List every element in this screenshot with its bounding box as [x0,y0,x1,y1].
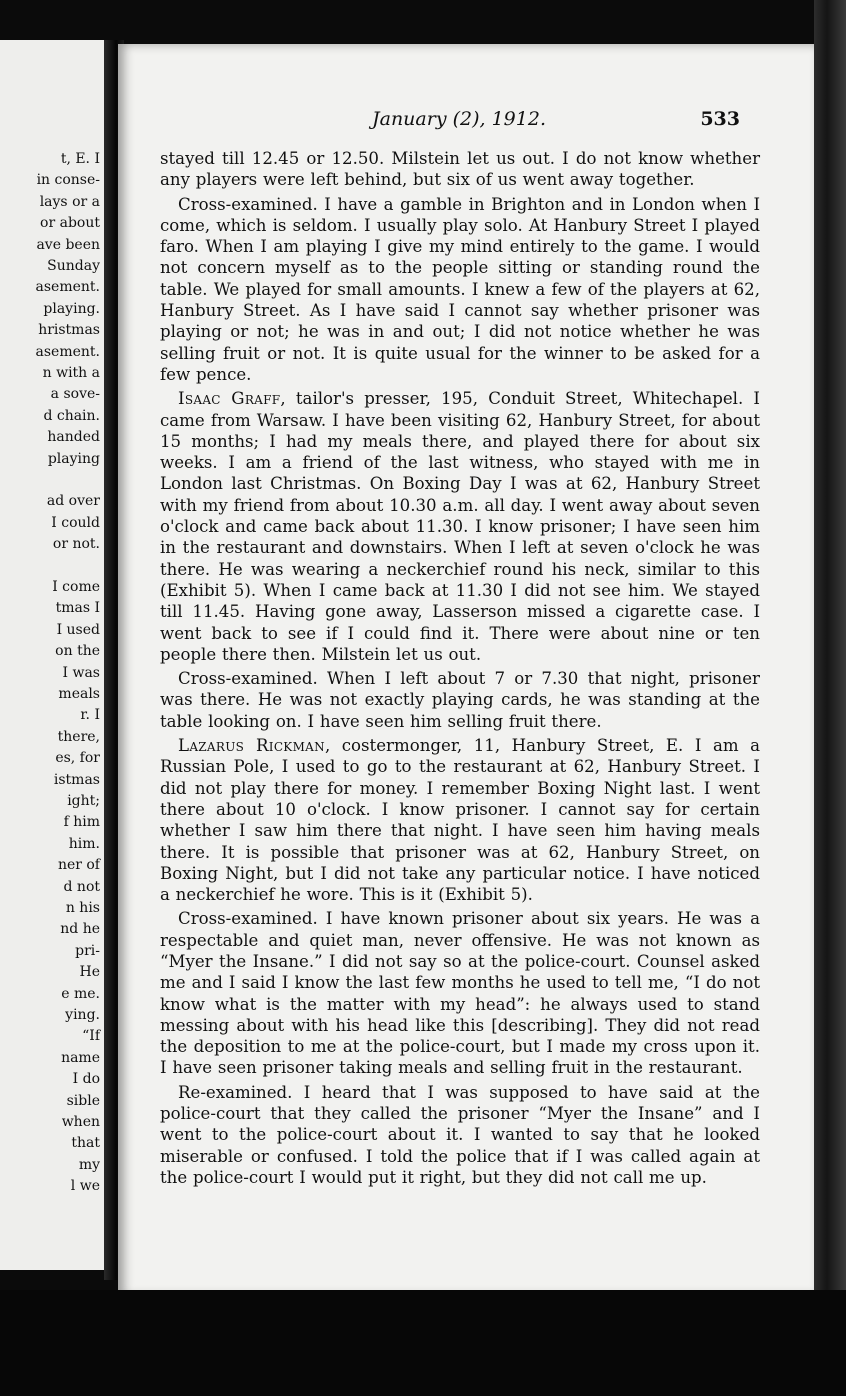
paragraph [160,388,760,665]
left-page-line: istmas [53,771,100,788]
left-page-line: ner of [57,857,100,874]
left-page-line: d not [63,878,100,895]
left-page-line: or about [40,215,100,232]
left-page-line: ying. [65,1007,100,1023]
left-page-line: in conse- [36,172,100,189]
left-page-line: asement. [35,279,100,296]
left-page-line: I come [52,579,100,595]
left-page-line: asement. [35,343,100,360]
left-page-line: n his [65,900,100,916]
left-page-line: I used [56,621,100,638]
left-page-line: on the [55,643,100,660]
left-page-line: d chain. [43,407,100,424]
witness-name: Isaac Graff [178,389,281,409]
left-page-line: that [71,1135,100,1152]
left-page-line: my [78,1156,100,1173]
left-page-line: l we [70,1178,100,1195]
left-page-line: hristmas [38,322,100,339]
paragraph [160,194,760,386]
left-page-line: ad over [46,493,100,510]
left-page-line: He [79,964,100,981]
running-head: January (2), 1912. [372,108,546,130]
left-page-line: f him [63,814,100,831]
left-page-line: a sove- [50,386,100,403]
scan-border [0,1290,846,1396]
left-page-line: pri- [75,942,100,959]
left-page-line: sible [66,1092,100,1109]
paragraph-text: stayed till 12.45 or 12.50. Milstein let us out. I do not know whether any players were left behind, but six of us went away together. [160,149,760,190]
left-page-line: handed [47,429,100,446]
witness-name: Lazarus Rickman [178,736,325,756]
paragraph-text: Cross-examined. When I left about 7 or 7.30 that night, prisoner was there. He was not exactly playing cards, he was standing at the table looking on. I have seen him selling fruit there. [160,669,760,731]
page-number: 533 [700,108,740,130]
left-page-line: tmas I [55,600,100,617]
left-page-line: r. I [80,707,100,724]
body-text [160,148,760,1191]
left-page-line: ave been [36,236,100,253]
left-page-line: there, [57,728,100,745]
page-header [118,108,814,138]
paragraph-text: Cross-examined. I have a gamble in Brighton and in London when I come, which is seldom. I usually play solo. At Hanbury Street I played faro. When I am playing I give my mind entirely to the game. I would not concern myself as to the people sitting or standing round the table. We played for small amounts. I knew a few of the players at 62, Hanbury Street. As I have said I cannot say whether prisoner was playing or not; he was in and out; I did not notice whether he was selling fruit or not. It is quite usual for the winner to be asked for a few pence. [160,194,760,384]
left-page-line: t, E. I [60,151,100,167]
left-page-line: “If [82,1028,100,1045]
paragraph-text: , tailor's presser, 195, Conduit Street, Whitechapel. I came from Warsaw. I have been visiting 62, Hanbury Street, for about 15 months; I had my meals there, and played there for about six weeks. I am a friend of the last witness, who stayed with me in London last Christmas. On Boxing Day I was at 62, Hanbury Street with my friend from about 10.30 a.m. all day. I went away about seven o'clock and came back about 11.30. I know prisoner; I have seen him in the restaurant and downstairs. When I left at seven o'clock he was there. He was wearing a neckerchief round his neck, similar to this (Exhibit 5). When I came back at 11.30 I did not see him. We stayed till 11.45. Having gone away, Lasserson missed a cigarette case. I went back to see if I could find it. There were about nine or ten people there then. Milstein let us out. [160,389,760,664]
left-page-line: him. [68,835,100,852]
left-page-line: when [61,1114,100,1130]
paragraph-text: Cross-examined. I have known prisoner about six years. He was a respectable and quiet man, never offensive. He was not known as “Myer the Insane.” I did not say so at the police-court. Counsel asked me and I said I know the last few months he used to tell me, “I do not know what is the matter with my head”: he always used to stand messing about with his head like this [describing]. They did not read the deposition to me at the police-court, but I made my cross upon it. I have seen prisoner taking meals and selling fruit in the restaurant. [160,909,760,1078]
paragraph [160,908,760,1078]
left-page-line: I was [62,664,100,681]
left-page-line: I do [72,1071,100,1088]
paragraph [160,1082,760,1188]
left-page-line: lays or a [39,193,100,210]
paragraph-text: Re-examined. I heard that I was supposed to have said at the police-court that they called the prisoner “Myer the Insane” and I went to the police-court about it. I wanted to say that he looked miserable or confused. I told the police that if I was called again at the police-court I would put it right, but they did not call me up. [160,1082,760,1187]
page-edge [814,0,846,1396]
paragraph [160,668,760,732]
paragraph [160,148,760,191]
left-page-line: ight; [67,793,100,809]
left-page-line: I could [51,514,100,531]
left-page-line: playing [47,450,100,467]
left-page-line: or not. [52,536,100,553]
left-page [0,40,112,1270]
paragraph [160,735,760,905]
left-page-line: e me. [61,985,100,1002]
left-page-line: Sunday [47,258,100,274]
left-page-line: nd he [60,921,100,938]
paragraph-text: , costermonger, 11, Hanbury Street, E. I am a Russian Pole, I used to go to the restaurant at 62, Hanbury Street. I did not play there for money. I remember Boxing Night last. I went there about 10 o'clock. I know prisoner. I cannot say for certain whether I saw him there that night. I have seen him having meals there. It is possible that prisoner was at 62, Hanbury Street, on Boxing Night, but I did not take any particular notice. I have noticed a neckerchief he wore. This is it (Exhibit 5). [160,736,760,905]
right-page [118,44,814,1296]
left-page-line: playing. [43,300,100,317]
left-page-line: n with a [42,365,100,381]
left-page-line: name [61,1049,100,1066]
left-page-line: es, for [55,750,100,767]
left-page-line: meals [58,686,100,702]
